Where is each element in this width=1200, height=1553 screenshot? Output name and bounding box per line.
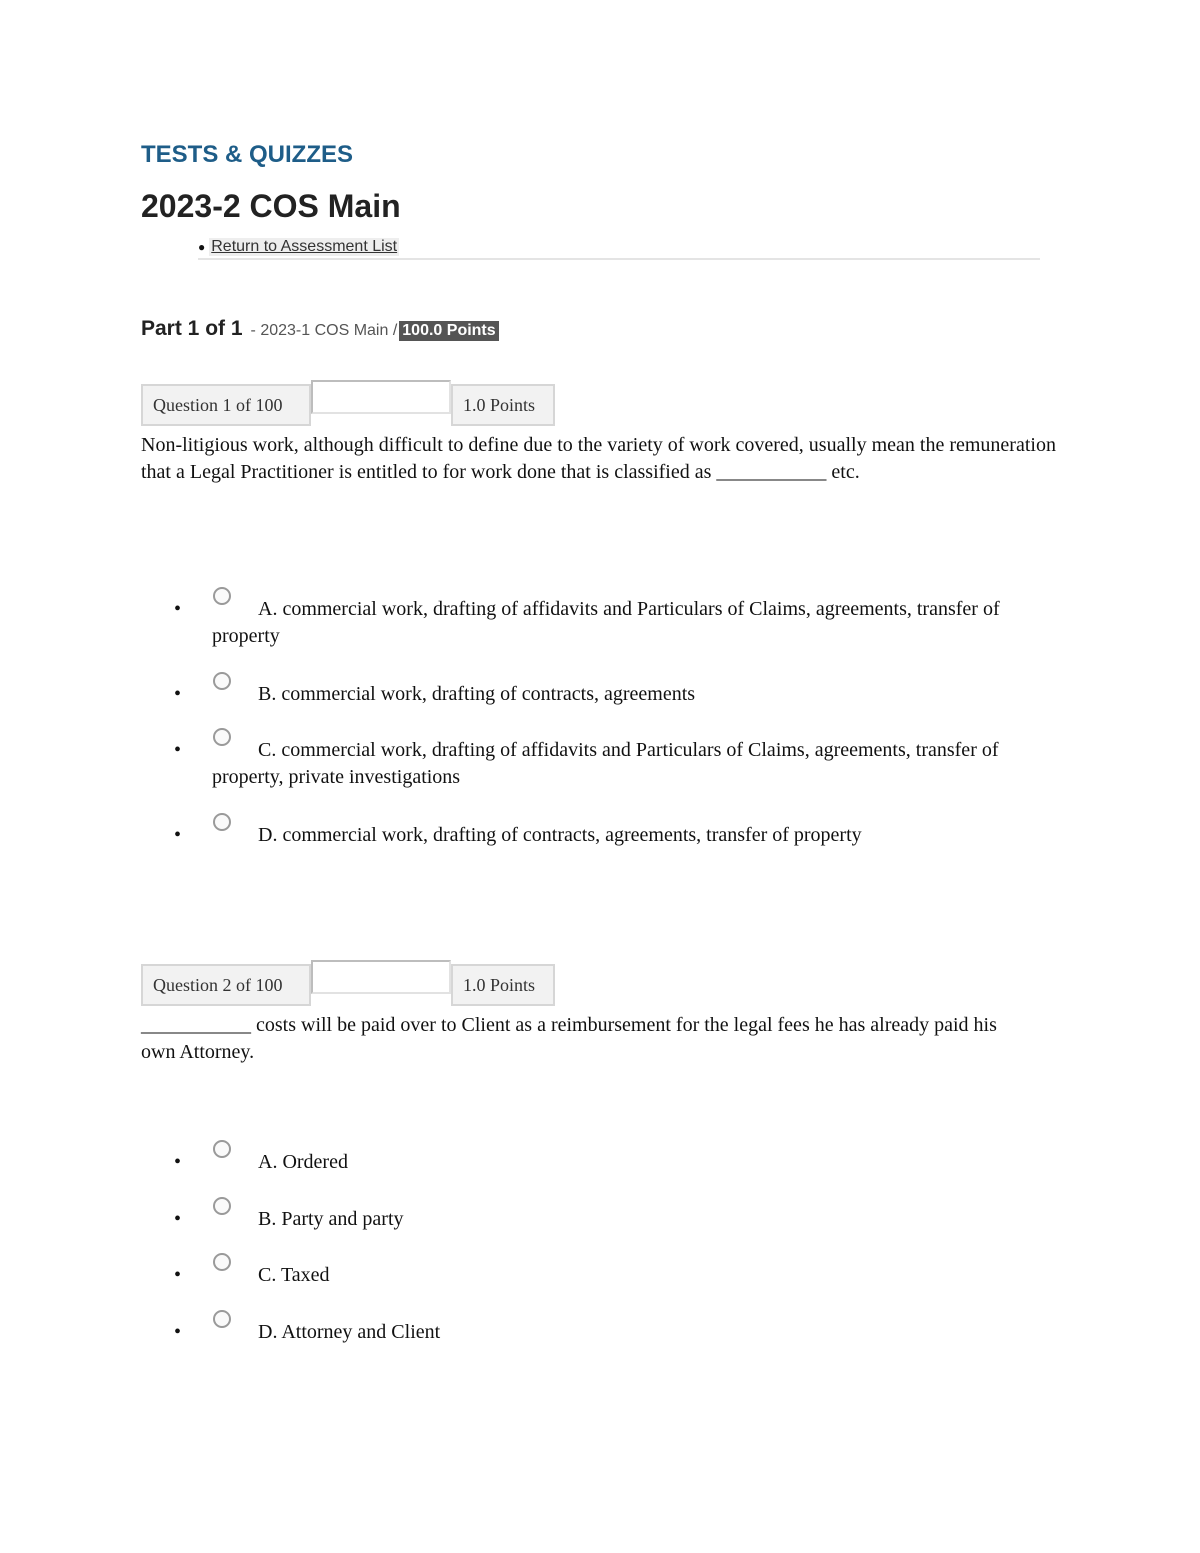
answer-option-label: A. commercial work, drafting of affidavits and Particulars of Claims, agreements, transfer of property: [212, 598, 1000, 647]
answer-option: [141, 737, 1071, 792]
answer-option-label: D. Attorney and Client: [258, 1321, 441, 1343]
radio-button[interactable]: [213, 587, 231, 605]
answer-option-label: C. Taxed: [258, 1264, 330, 1286]
question-jump-input[interactable]: [311, 960, 451, 994]
answer-option: [141, 681, 1071, 737]
bullet-icon: •: [174, 683, 182, 705]
question-text: ___________ costs will be paid over to Client as a reimbursement for the legal fees he has already paid his own Attorney.: [141, 1014, 997, 1063]
answer-option-label: C. commercial work, drafting of affidavits and Particulars of Claims, agreements, transfer of property, private investigations: [212, 739, 999, 788]
radio-button[interactable]: [213, 1197, 231, 1215]
return-to-assessment-list-link[interactable]: Return to Assessment List: [211, 238, 398, 255]
bullet-icon: •: [174, 1264, 182, 1286]
answer-option-label: B. commercial work, drafting of contracts, agreements: [258, 683, 696, 705]
question-1: [141, 380, 1071, 486]
section-title: TESTS & QUIZZES: [141, 141, 354, 168]
answer-option: [141, 1262, 1071, 1319]
bullet-icon: •: [174, 739, 182, 761]
radio-button[interactable]: [213, 1140, 231, 1158]
part-points-badge: 100.0 Points: [399, 321, 498, 341]
bullet-icon: •: [174, 1208, 182, 1230]
question-text: Non-litigious work, although difficult to define due to the variety of work covered, usually mean the remuneration that a Legal Practitioner is entitled to for work done that is classified as ___________ etc.: [141, 434, 1056, 483]
answer-option: [141, 1149, 1071, 1206]
answer-option-label: A. Ordered: [258, 1151, 348, 1173]
question-2: [141, 960, 1071, 1066]
question-number: Question 1 of 100: [141, 384, 311, 426]
question-header: [141, 380, 1071, 430]
radio-button[interactable]: [213, 672, 231, 690]
bullet-icon: •: [174, 824, 182, 846]
radio-button[interactable]: [213, 1253, 231, 1271]
bullet-icon: ●: [198, 240, 206, 254]
question-points: 1.0 Points: [451, 964, 555, 1006]
answer-option-label: B. Party and party: [258, 1208, 404, 1230]
radio-button[interactable]: [213, 1310, 231, 1328]
bullet-icon: •: [174, 598, 182, 620]
assessment-nav: [198, 238, 1040, 260]
bullet-icon: •: [174, 1321, 182, 1343]
part-subtitle: - 2023-1 COS Main /: [250, 322, 398, 339]
bullet-icon: •: [174, 1151, 182, 1173]
question-number: Question 2 of 100: [141, 964, 311, 1006]
question-header: [141, 960, 1071, 1010]
page-title: 2023-2 COS Main: [141, 188, 401, 224]
part-header: [141, 317, 499, 341]
question-points: 1.0 Points: [451, 384, 555, 426]
part-label: Part 1 of 1: [141, 317, 243, 340]
answer-option: [141, 1206, 1071, 1262]
nav-item: [198, 238, 1040, 256]
question-jump-input[interactable]: [311, 380, 451, 414]
answer-option-label: D. commercial work, drafting of contracts, agreements, transfer of property: [258, 824, 862, 846]
answer-list-q1: [141, 596, 1071, 852]
radio-button[interactable]: [213, 728, 231, 746]
answer-list-q2: [141, 1149, 1071, 1349]
answer-option: [141, 822, 1071, 852]
answer-option: [141, 1319, 1071, 1349]
answer-option: [141, 596, 1071, 651]
radio-button[interactable]: [213, 813, 231, 831]
